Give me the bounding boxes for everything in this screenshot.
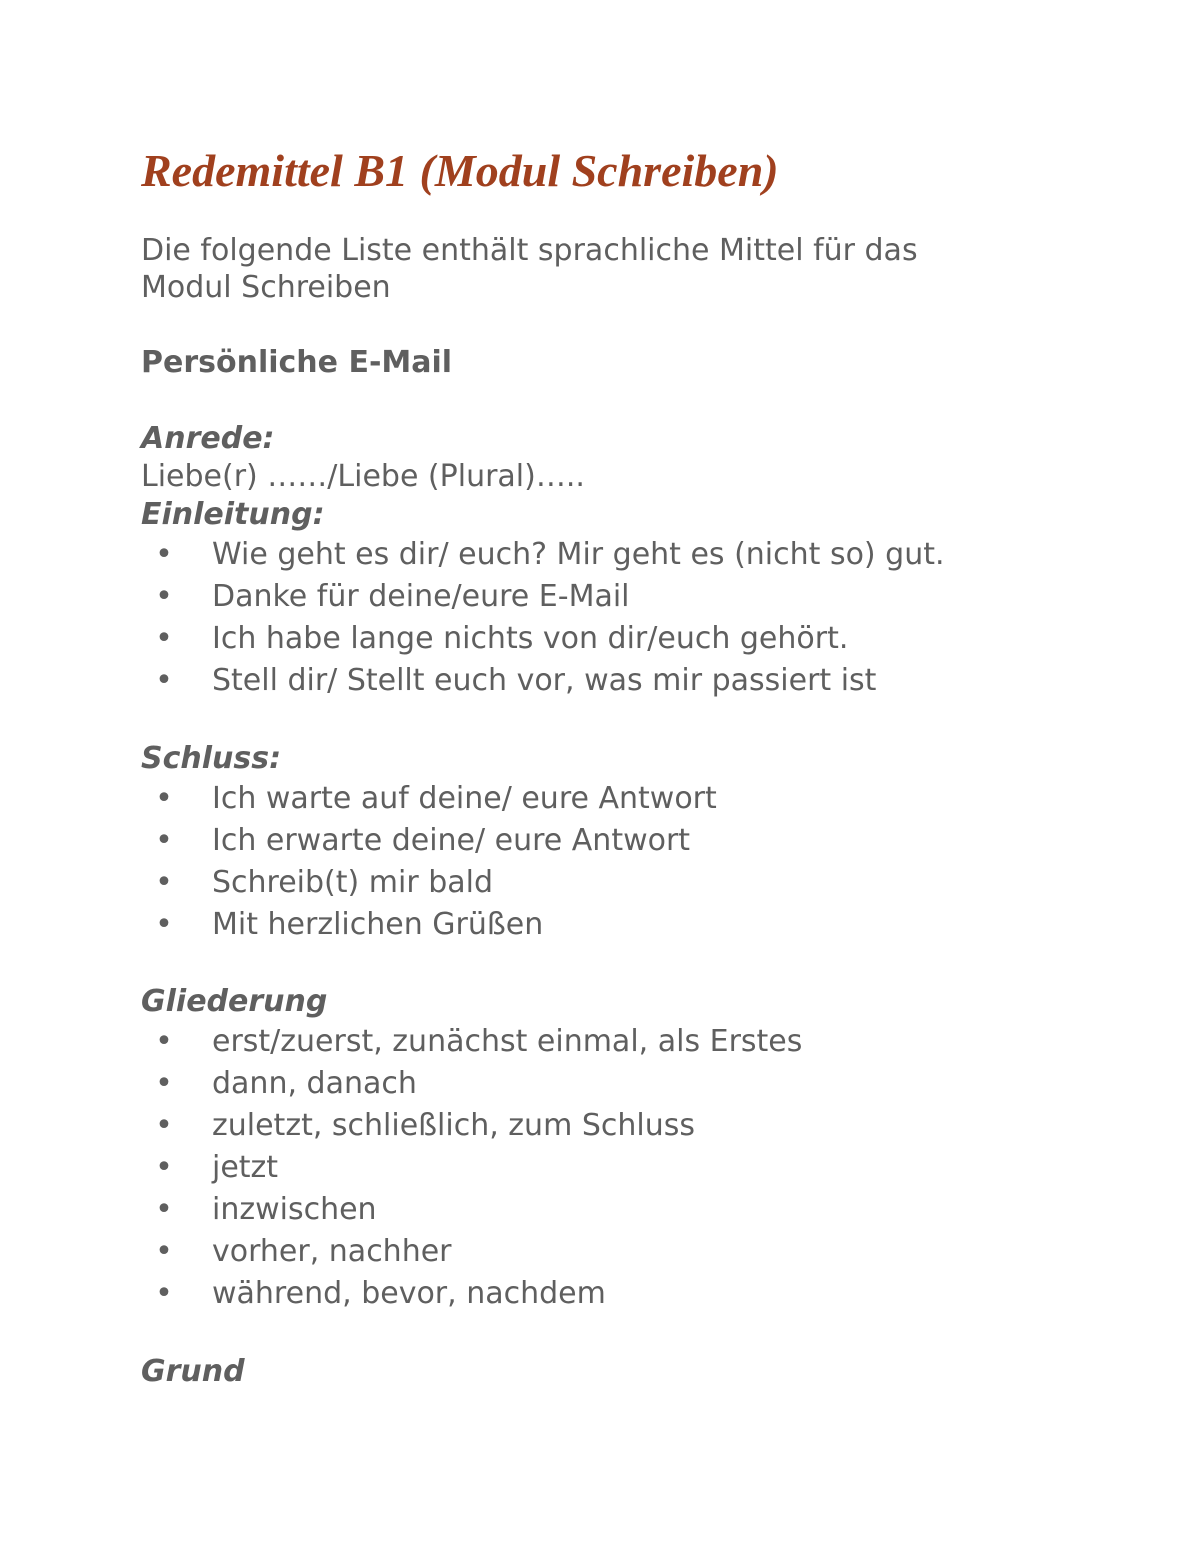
list-item-text: Stell dir/ Stellt euch vor, was mir passiert ist — [212, 663, 877, 698]
bullet-icon: • — [155, 1276, 173, 1311]
section-title: Persönliche E-Mail — [141, 345, 453, 380]
bullet-icon: • — [155, 1234, 173, 1269]
list-item-text: Ich warte auf deine/ eure Antwort — [212, 781, 717, 816]
bullet-icon: • — [155, 907, 173, 942]
list-item-text: Ich erwarte deine/ eure Antwort — [212, 823, 691, 858]
list-item-text: Mit herzlichen Grüßen — [212, 907, 544, 942]
list-item-text: inzwischen — [212, 1192, 377, 1227]
list-item-text: während, bevor, nachdem — [212, 1276, 606, 1311]
list-item-text: dann, danach — [212, 1066, 417, 1101]
bullet-icon: • — [155, 579, 173, 614]
list-item-text: Danke für deine/eure E-Mail — [212, 579, 630, 614]
list-item-text: zuletzt, schließlich, zum Schluss — [212, 1108, 695, 1143]
bullet-icon: • — [155, 663, 173, 698]
list-item-text: vorher, nachher — [212, 1234, 452, 1269]
bullet-icon: • — [155, 823, 173, 858]
grund-label: Grund — [141, 1354, 245, 1389]
schluss-label: Schluss: — [141, 741, 282, 776]
bullet-icon: • — [155, 781, 173, 816]
intro-line: Modul Schreiben — [141, 270, 391, 305]
list-item-text: Ich habe lange nichts von dir/euch gehört. — [212, 621, 849, 656]
bullet-icon: • — [155, 537, 173, 572]
bullet-icon: • — [155, 1066, 173, 1101]
anrede-label: Anrede: — [141, 421, 275, 456]
list-item-text: erst/zuerst, zunächst einmal, als Erstes — [212, 1024, 803, 1059]
intro-paragraph — [141, 232, 1041, 306]
bullet-icon: • — [155, 621, 173, 656]
document-title: Redemittel B1 (Modul Schreiben) — [141, 145, 779, 196]
bullet-icon: • — [155, 1192, 173, 1227]
list-item-text: Wie geht es dir/ euch? Mir geht es (nicht so) gut. — [212, 537, 945, 572]
bullet-icon: • — [155, 1024, 173, 1059]
gliederung-label: Gliederung — [141, 984, 328, 1019]
bullet-icon: • — [155, 1150, 173, 1185]
bullet-icon: • — [155, 1108, 173, 1143]
list-item-text: jetzt — [212, 1150, 279, 1185]
list-item-text: Schreib(t) mir bald — [212, 865, 494, 900]
einleitung-label: Einleitung: — [141, 497, 325, 532]
anrede-text: Liebe(r) ……/Liebe (Plural)….. — [141, 459, 585, 494]
intro-line: Die folgende Liste enthält sprachliche Mittel für das — [141, 233, 918, 268]
bullet-icon: • — [155, 865, 173, 900]
